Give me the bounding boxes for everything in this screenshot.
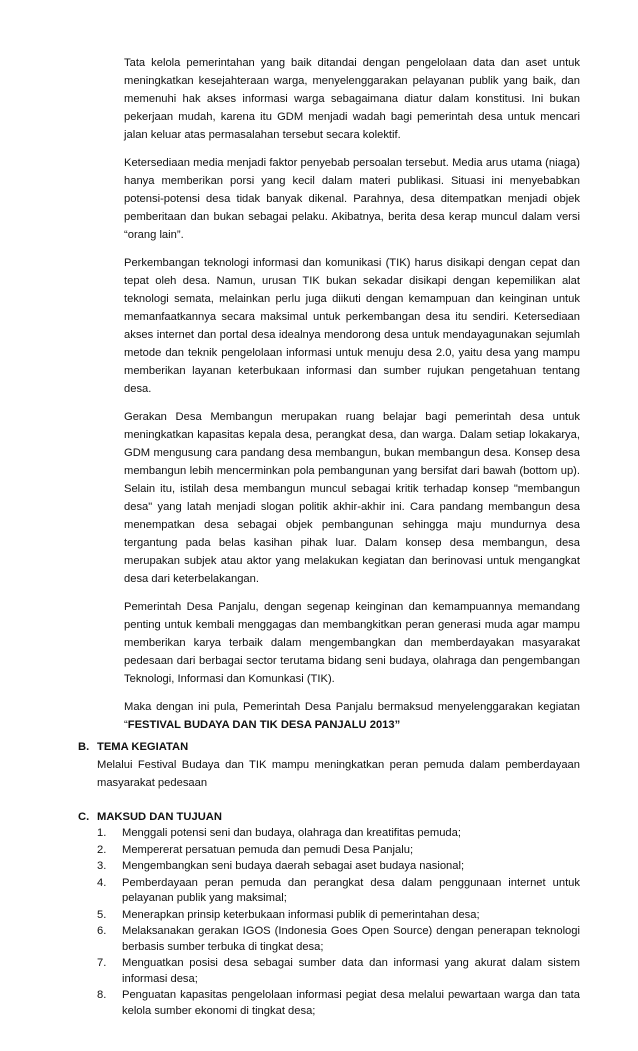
list-item <box>97 924 580 955</box>
paragraph-pemerintah-desa-panjalu: Pemerintah Desa Panjalu, dengan segenap keinginan dan kemampuannya memandang penting untuk kembali menggagas dan membangkitkan peran generasi muda agar mampu memberikan karya terbaik dalam mengembangkan dan memberdayakan masyarakat pedesaan dari berbagai sector terutama bidang seni budaya, olahraga dan pengembangan Teknologi, Informasi dan Komunkasi (TIK). <box>124 601 580 685</box>
list-text: Menerapkan prinsip keterbukaan informasi publik di pemerintahan desa; <box>122 908 480 921</box>
paragraph-tata-kelola: Tata kelola pemerintahan yang baik ditandai dengan pengelolaan data dan aset untuk meningkatkan kesejahteraan warga, menyelenggarakan pelayanan publik yang baik, dan memenuhi hak akses informasi warga sebagaimana diatur dalam konstitusi. Ini bukan pekerjaan mudah, karena itu GDM menjadi wadah bagi pemerintah desa untuk mencari jalan keluar atas permasalahan tersebut secara kolektif. <box>124 57 580 141</box>
paragraph-perkembangan-tik: Perkembangan teknologi informasi dan komunikasi (TIK) harus disikapi dengan cepat dan tepat oleh desa. Namun, urusan TIK bukan sekadar disikapi dengan kepemilikan alat teknologi semata, melainkan perlu juga diikuti dengan kemampuan dan keinginan untuk memanfaatkannya secara maksimal untuk perkembangan desa itu sendiri. Ketersediaan akses internet dan portal desa idealnya mendorong desa untuk mendayagunakan sejumlah metode dan teknik pengelolaan informasi untuk menuju desa 2.0, yaitu desa yang mampu memberikan layanan keterbukaan informasi dan sumber rujukan pengetahuan tentang desa. <box>124 257 580 395</box>
list-item <box>97 956 580 987</box>
list-item <box>97 843 580 859</box>
section-heading <box>78 738 580 756</box>
objectives-list <box>97 826 580 1019</box>
list-item <box>97 908 580 924</box>
section-body: Melalui Festival Budaya dan TIK mampu meningkatkan peran pemuda dalam pemberdayaan masyarakat pedesaan <box>97 759 580 789</box>
list-number: 4. <box>97 876 107 889</box>
section-letter: B. <box>78 741 90 753</box>
intro-block <box>124 54 580 734</box>
list-text: Mempererat persatuan pemuda dan pemudi Desa Panjalu; <box>122 843 414 856</box>
list-text: Melaksanakan gerakan IGOS (Indonesia Goes Open Source) dengan penerapan teknologi berbasis sumber terbuka di tingkat desa; <box>122 925 580 953</box>
section-title: MAKSUD DAN TUJUAN <box>97 811 222 823</box>
list-number: 6. <box>97 925 107 937</box>
list-text: Penguatan kapasitas pengelolaan informasi pegiat desa melalui pewartaan warga dan tata kelola sumber ekonomi di tingkat desa; <box>122 989 580 1017</box>
list-item <box>97 859 580 875</box>
list-number: 7. <box>97 957 107 969</box>
section-title: TEMA KEGIATAN <box>97 741 189 753</box>
section-tema-kegiatan <box>78 738 580 792</box>
paragraph-gerakan-desa-membangun: Gerakan Desa Membangun merupakan ruang belajar bagi pemerintah desa untuk meningkatkan kapasitas kepala desa, perangkat desa, dan warga. Dalam setiap lokakarya, GDM mengusung cara pandang desa membangun, bukan membangun desa. Konsep desa membangun lebih mencerminkan pola pembangunan yang bersifat dari bawah (bottom up). Selain itu, istilah desa membangun muncul sebagai kritik terhadap konsep "membangun desa" yang latah menjadi slogan politik akhir-akhir ini. Cara pandang membangun desa menempatkan desa sebagai objek pembangunan sehingga maju mundurnya desa tergantung pada belas kasihan pihak luar. Dalam konsep desa membangun, desa merupakan subjek atau aktor yang melakukan kegiatan dan berinovasi untuk mengangkat desa dari keterbelakangan. <box>124 411 580 585</box>
section-heading <box>78 808 580 826</box>
closing-text: Maka dengan ini pula, Pemerintah Desa Panjalu bermaksud menyelenggarakan kegiatan <box>124 701 580 713</box>
event-name: FESTIVAL BUDAYA DAN TIK DESA PANJALU 2013” <box>127 719 401 731</box>
section-letter: C. <box>78 811 90 823</box>
list-number: 1. <box>97 827 107 839</box>
list-item <box>97 988 580 1019</box>
paragraph-ketersediaan-media: Ketersediaan media menjadi faktor penyebab persoalan tersebut. Media arus utama (niaga) hanya memberikan porsi yang kecil dalam materi publikasi. Situasi ini menyebabkan potensi-potensi desa tidak banyak dikenal. Parahnya, desa ditempatkan menjadi objek pemberitaan dan bukan sebagai pelaku. Akibatnya, berita desa kerap muncul dalam versi “orang lain”. <box>124 157 580 241</box>
list-text: Pemberdayaan peran pemuda dan perangkat desa dalam penggunaan internet untuk pelayanan publik yang maksimal; <box>122 876 580 904</box>
list-number: 3. <box>97 860 107 872</box>
list-number: 5. <box>97 908 107 921</box>
list-text: Menggali potensi seni dan budaya, olahraga dan kreatifitas pemuda; <box>122 827 461 839</box>
paragraph-closing <box>124 698 580 734</box>
list-item <box>97 876 580 907</box>
list-number: 8. <box>97 989 107 1001</box>
closing-quote: “ <box>124 719 128 731</box>
section-maksud-tujuan <box>78 808 580 1019</box>
list-text: Mengembangkan seni budaya daerah sebagai aset budaya nasional; <box>122 860 465 872</box>
list-item <box>97 826 580 842</box>
list-number: 2. <box>97 843 107 856</box>
list-text: Menguatkan posisi desa sebagai sumber data dan informasi yang akurat dalam sistem informasi desa; <box>122 957 580 985</box>
